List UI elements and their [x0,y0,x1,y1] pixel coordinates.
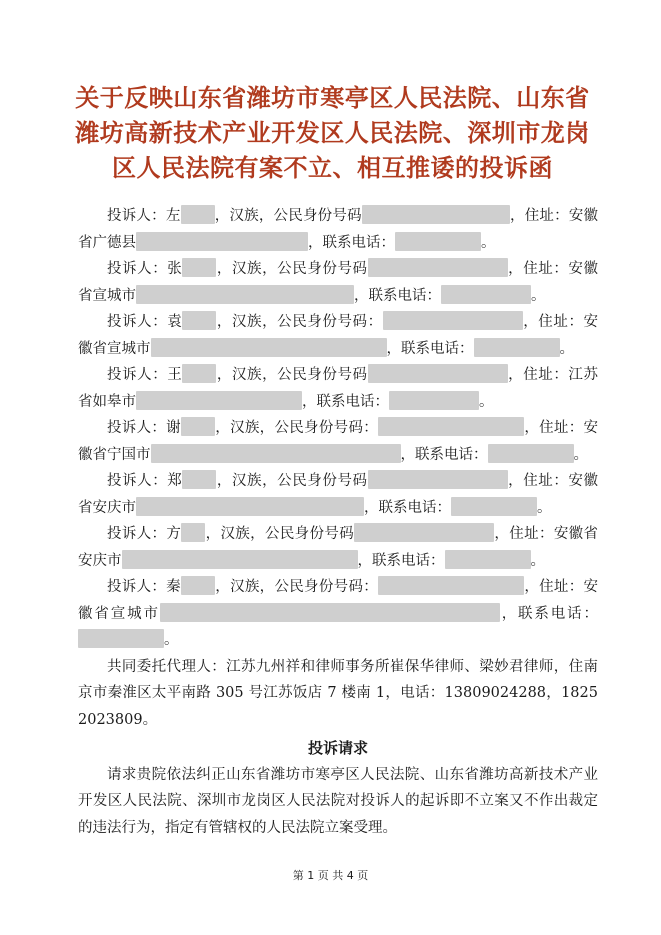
complainant-name-prefix: 投诉人：袁 [107,314,183,330]
phone-label: ，联系电话： [400,446,488,463]
request-paragraph: 请求贵院依法纠正山东省潍坊市寒亭区人民法院、山东省潍坊高新技术产业开发区人民法院、深圳市龙岗区人民法院对投诉人的起诉即不立案又不作出裁定的违法行为，指定有管辖权的人民法院立案受理。 [78,766,598,836]
period: 。 [573,446,588,463]
redacted-address [160,603,500,622]
complainant-name-prefix: 投诉人：秦 [107,579,181,595]
redacted-phone [395,232,481,251]
redacted-address [136,391,302,410]
phone-label: ，联系电话： [354,287,441,304]
redacted-id-number [368,258,508,277]
redacted-address [136,232,308,251]
phone-label: ，联系电话： [386,340,474,357]
page-number-footer: 第 1 页 共 4 页 [292,869,369,882]
period: 。 [537,499,552,516]
redacted-name [181,523,205,542]
document-body [78,203,598,841]
redacted-phone [451,497,537,516]
id-label: ，汉族，公民身份号码： [216,314,383,330]
agent-paragraph: 共同委托代理人：江苏九州祥和律师事务所崔保华律师、梁妙君律师，住南京市秦淮区太平南路 305 号江苏饭店 7 楼南 1，电话：13809024288，18252023809。 [78,658,598,728]
request-heading: 投诉请求 [307,739,368,757]
id-label: ，汉族，公民身份号码 [205,526,355,542]
redacted-address [151,444,401,463]
address-label: ，住址：江苏省如皋市 [78,367,599,410]
complainant-name-prefix: 投诉人：左 [107,208,181,224]
address-label: ，住址：安徽省宁国市 [78,420,599,463]
redacted-id-number [354,523,494,542]
complainant-2 [78,256,598,309]
phone-label: ，联系电话： [499,605,599,622]
id-label: ，汉族，公民身份号码 [216,261,368,277]
complainant-3 [78,309,598,362]
phone-label: ，联系电话： [302,393,389,410]
complainant-name-prefix: 投诉人：郑 [107,473,183,489]
id-label: ，汉族，公民身份号码 [214,208,362,224]
redacted-name [182,258,216,277]
period: 。 [481,234,496,251]
redacted-address [122,550,358,569]
id-label: ，汉族，公民身份号码： [214,420,379,436]
address-label: ，住址：安徽省宣城市 [78,579,599,622]
address-label: ，住址：安徽省宣城市 [78,314,599,357]
redacted-name [182,364,216,383]
period: 。 [479,393,494,410]
redacted-name [181,417,215,436]
id-label: ，汉族，公民身份号码 [216,367,368,383]
complainant-name-prefix: 投诉人：谢 [107,420,181,436]
complainant-name-prefix: 投诉人：王 [107,367,183,383]
redacted-id-number [368,470,508,489]
complainant-5 [78,415,598,468]
redacted-address [136,285,354,304]
redacted-id-number [368,364,508,383]
redacted-id-number [383,311,523,330]
redacted-address [136,497,364,516]
period: 。 [559,340,574,357]
redacted-address [151,338,387,357]
address-label: ，住址：安徽省广德县 [78,208,599,251]
complainant-name-prefix: 投诉人：方 [107,526,182,542]
complainant-1 [78,203,598,256]
phone-label: ，联系电话： [308,234,395,251]
redacted-id-number [378,417,524,436]
address-label: ，住址：安徽省安庆市 [78,526,599,569]
redacted-name [182,311,216,330]
redacted-name [181,205,215,224]
complainant-6 [78,468,598,521]
period: 。 [164,632,179,648]
complainant-7 [78,521,598,574]
title-line-2: 潍坊高新技术产业开发区人民法院、深圳市龙岗 [75,118,590,147]
redacted-phone [78,629,164,648]
complainant-name-prefix: 投诉人：张 [107,261,183,277]
address-label: ，住址：安徽省宣城市 [78,261,599,304]
redacted-phone [445,550,531,569]
phone-label: ，联系电话： [364,499,451,516]
redacted-phone [474,338,560,357]
period: 。 [530,552,545,569]
id-label: ，汉族，公民身份号码： [214,579,379,595]
redacted-phone [488,444,574,463]
redacted-phone [441,285,531,304]
complainant-4 [78,362,598,415]
period: 。 [531,287,546,304]
redacted-phone [389,391,479,410]
id-label: ，汉族，公民身份号码 [216,473,368,489]
redacted-name [181,576,215,595]
redacted-id-number [362,205,510,224]
phone-label: ，联系电话： [357,552,445,569]
redacted-name [182,470,216,489]
document-title [60,80,605,185]
title-line-3: 区人民法院有案不立、相互推诿的投诉函 [112,153,553,182]
redacted-id-number [378,576,524,595]
complainant-8 [78,574,598,654]
address-label: ，住址：安徽省安庆市 [78,473,599,516]
title-line-1: 关于反映山东省潍坊市寒亭区人民法院、山东省 [75,83,590,112]
